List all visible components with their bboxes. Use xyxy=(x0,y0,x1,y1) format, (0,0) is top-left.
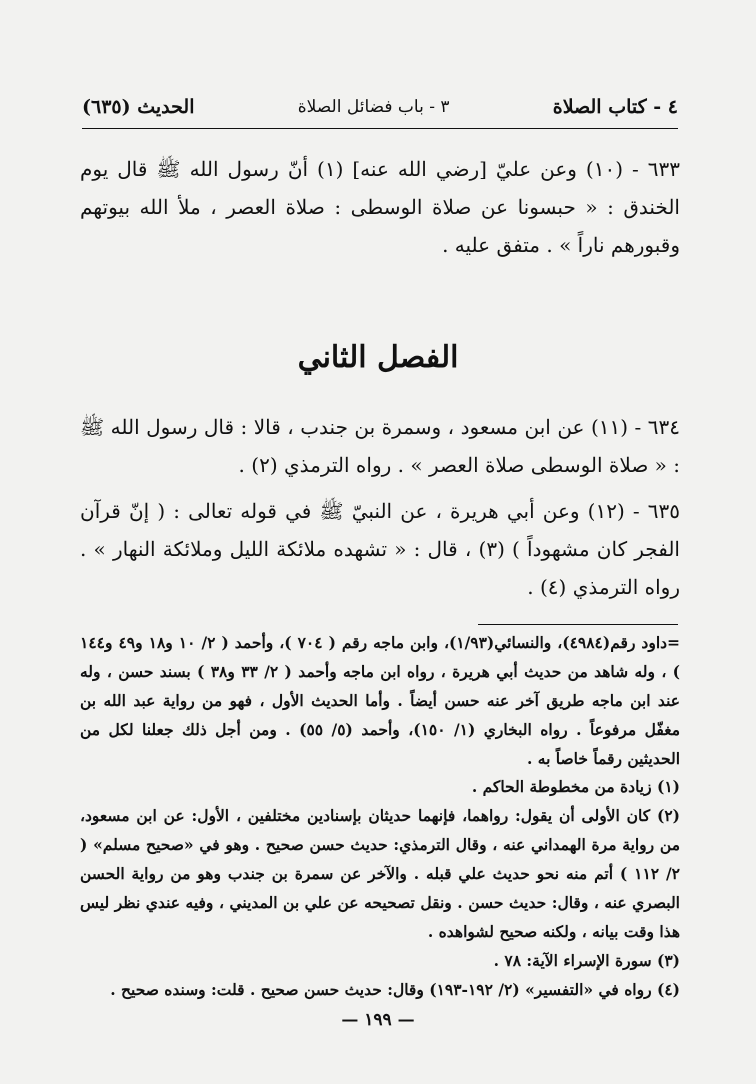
page-number: — ١٩٩ — xyxy=(341,1010,415,1030)
footnote-rule xyxy=(478,624,678,625)
header-hadith-range: الحديث (٦٣٥) xyxy=(82,96,195,118)
hadith-635: ٦٣٥ - (١٢) وعن أبي هريرة ، عن النبيّ ﷺ في قوله تعالى : ( إنّ قرآن الفجر كان مشهوداً ) (٣) ، قال : « تشهده ملائكة الليل وملائكة النهار » . رواه الترمذي (٤) . xyxy=(80,499,680,599)
footnote-2: (٢) كان الأولى أن يقول: رواهما، فإنهما حديثان بإسنادين مختلفين ، الأول: عن ابن مسعود، من رواية مرة الهمداني عنه ، وقال الترمذي: حديث حسن صحيح . وهو في «صحيح مسلم» ( ٢/ ١١٢ ) أتم منه نحو حديث علي قبله . والآخر عن سمرة بن جندب وهو من رواية الحسن البصري عنه ، وقال: حديث حسن . ونقل تصحيحه عن علي بن المديني ، وفيه عندي نظر ليس هذا وقت بيانه ، ولكنه صحيح لشواهده . xyxy=(80,806,680,941)
header-section: ٣ - باب فضائل الصلاة xyxy=(297,97,450,117)
hadith-634: ٦٣٤ - (١١) عن ابن مسعود ، وسمرة بن جندب ، قالا : قال رسول الله ﷺ : « صلاة الوسطى صلاة العصر » . رواه الترمذي (٢) . xyxy=(80,415,680,477)
header-chapter: ٤ - كتاب الصلاة xyxy=(552,96,678,118)
hadith-633: ٦٣٣ - (١٠) وعن عليّ [رضي الله عنه] (١) أنّ رسول الله ﷺ قال يوم الخندق : « حبسونا عن صلاة الوسطى : صلاة العصر ، ملأ الله بيوتهم وقبورهم ناراً » . متفق عليه . xyxy=(80,157,680,257)
footnote-continuation: =داود رقم(٤٩٨٤)، والنسائي(١/٩٣)، وابن ماجه رقم ( ٧٠٤ )، وأحمد ( ٢/ ١٠ و١٨ و٤٩ و١٤٤ ) ، وله شاهد من حديث أبي هريرة ، رواه ابن ماجه وأحمد ( ٢/ ٣٣ و٣٨ ) بسند حسن ، وله عند ابن ماجه طريق آخر عنه حسن أيضاً . وأما الحديث الأول ، فهو من رواية عبد الله بن مغفّل مرفوعاً . رواه البخاري (١/ ١٥٠)، وأحمد (٥/ ٥٥) . ومن أجل ذلك جعلنا لكل من الحديثين رقماً خاصاً به . xyxy=(80,633,681,768)
header-rule xyxy=(82,128,678,129)
footnote-1: (١) زيادة من مخطوطة الحاكم . xyxy=(471,777,680,796)
running-header xyxy=(82,92,678,122)
section-title: الفصل الثاني xyxy=(297,340,459,375)
footnote-4: (٤) رواه في «التفسير» (٢/ ١٩٢-١٩٣) وقال: حديث حسن صحيح . قلت: وسنده صحيح . xyxy=(110,980,680,999)
footnote-3: (٣) سورة الإسراء الآية: ٧٨ . xyxy=(493,951,680,970)
